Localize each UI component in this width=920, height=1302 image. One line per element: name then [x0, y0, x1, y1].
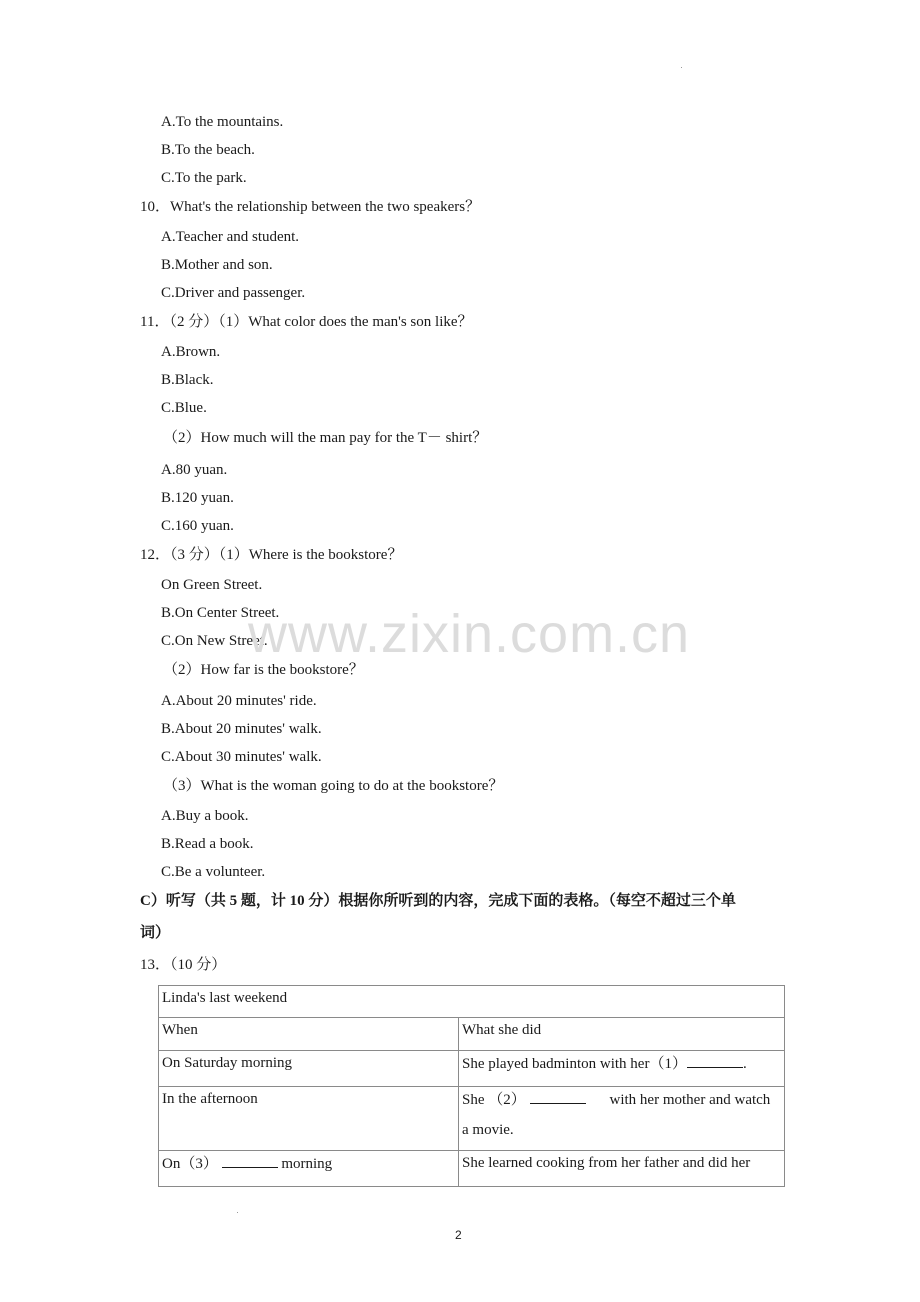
option-line: A.To the mountains. [161, 114, 284, 130]
option-line: B.Mother and son. [161, 257, 273, 273]
answer-blank-1[interactable] [687, 1054, 743, 1068]
question-11: 11．（2 分）（1）What color does the man's son like？ [140, 314, 473, 330]
cell-text: morning [281, 1156, 333, 1172]
option-line: B.On Center Street. [161, 605, 280, 621]
option-line: C.160 yuan. [161, 518, 234, 534]
page-number: 2 [455, 1228, 462, 1242]
option-line: C.Be a volunteer. [161, 864, 266, 880]
cell-text: . [742, 1056, 747, 1072]
cell-text: a movie. [462, 1122, 514, 1138]
cell-when: In the afternoon [159, 1087, 459, 1151]
option-line: On Green Street. [161, 577, 263, 593]
section-heading: C）听写（共 5 题，计 10 分）根据你所听到的内容，完成下面的表格。（每空不超过三个单 [140, 893, 736, 909]
option-line: B.To the beach. [161, 142, 255, 158]
sub-question: （3）What is the woman going to do at the bookstore？ [163, 778, 504, 794]
cell-when: On Saturday morning [159, 1051, 459, 1087]
answer-blank-3[interactable] [222, 1154, 278, 1168]
option-line: C.Blue. [161, 400, 207, 416]
speck [681, 67, 682, 68]
cell-text: with her mother and watch [609, 1092, 771, 1108]
option-line: B.Read a book. [161, 836, 254, 852]
cell-text: She （2） [462, 1092, 526, 1108]
cell-when [159, 1151, 459, 1187]
header-when: When [159, 1018, 459, 1051]
option-line: C.About 30 minutes' walk. [161, 749, 322, 765]
speck [237, 1212, 238, 1213]
sub-question: （2）How much will the man pay for the T－ shirt？ [163, 430, 488, 446]
option-line: B.About 20 minutes' walk. [161, 721, 322, 737]
cell-what: She learned cooking from her father and did her [459, 1151, 785, 1187]
option-line: C.On New Street. [161, 633, 268, 649]
table-row [159, 1087, 785, 1151]
option-line: A.About 20 minutes' ride. [161, 693, 317, 709]
answer-blank-2[interactable] [530, 1090, 586, 1104]
sub-question: （2）How far is the bookstore？ [163, 662, 364, 678]
question-12: 12．（3 分）（1）Where is the bookstore？ [140, 547, 403, 563]
option-line: A.Brown. [161, 344, 221, 360]
table-row [159, 1051, 785, 1087]
option-line: A.Teacher and student. [161, 229, 300, 245]
cell-what [459, 1051, 785, 1087]
option-line: C.Driver and passenger. [161, 285, 306, 301]
cell-text: On（3） [162, 1156, 218, 1172]
cell-text: She played badminton with her（1） [462, 1056, 687, 1072]
option-line: C.To the park. [161, 170, 247, 186]
question-13: 13．（10 分） [140, 957, 227, 973]
cell-what [459, 1087, 785, 1151]
question-10: 10．What's the relationship between the two speakers？ [140, 199, 481, 215]
watermark: www.zixin.com.cn [248, 604, 691, 664]
table-row [159, 1151, 785, 1187]
option-line: A.80 yuan. [161, 462, 228, 478]
weekend-table [158, 985, 785, 1187]
section-heading-cont: 词） [140, 925, 171, 941]
option-line: A.Buy a book. [161, 808, 249, 824]
table-title: Linda's last weekend [159, 986, 785, 1018]
header-what: What she did [459, 1018, 785, 1051]
option-line: B.Black. [161, 372, 214, 388]
option-line: B.120 yuan. [161, 490, 234, 506]
